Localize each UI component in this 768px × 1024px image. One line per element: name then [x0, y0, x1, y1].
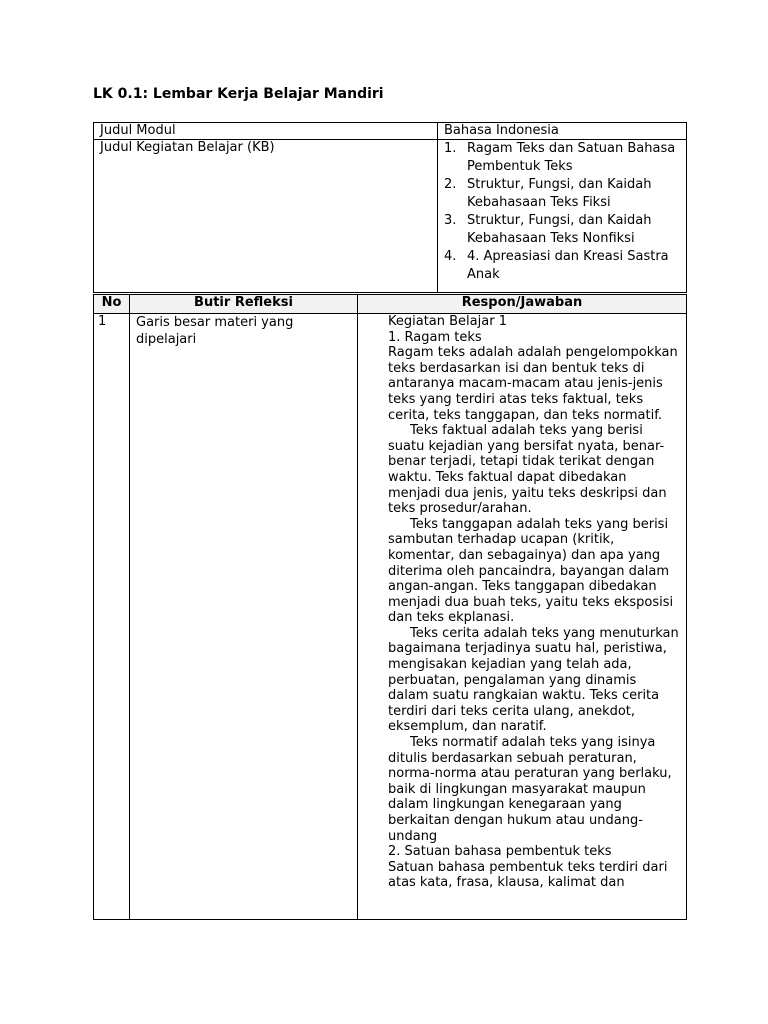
reflection-table — [93, 294, 687, 920]
paragraph: Satuan bahasa pembentuk teks terdiri dari atas kata, frasa, klausa, kalimat dan — [388, 859, 668, 891]
header-respon: Respon/Jawaban — [358, 295, 687, 314]
judul-kb-value — [438, 140, 687, 293]
list-item: Teks normatif adalah teks yang isinya ditulis berdasarkan sebuah peraturan, norma-norma atau peraturan yang berlaku, baik di lingkungan masyarakat maupun dalam lingkungan kenegaraan yang berkaitan dengan hukum atau undang-undang — [388, 735, 672, 844]
list-item: Teks tanggapan adalah teks yang berisi sambutan terhadap ucapan (kritik, komentar, dan sebagainya) dan apa yang diterima oleh pancaindra, bayangan dalam angan-angan. Teks tanggapan dibedakan menjadi dua buah teks, yaitu teks eksposisi dan teks ekplanasi. — [388, 516, 674, 626]
reflection-header-row — [94, 295, 687, 314]
list-item: Teks cerita adalah teks yang menuturkan bagaimana terjadinya suatu hal, peristiwa, mengisakan kejadian yang telah ada, perbuatan, pengalaman yang dinamis dalam suatu rangkaian waktu. Teks cerita terdiri dari teks cerita ulang, anekdot, eksemplum, dan naratif. — [388, 625, 679, 735]
row-number: 1 — [94, 314, 130, 920]
header-butir: Butir Refleksi — [130, 295, 358, 314]
list-item: Teks faktual adalah teks yang berisi suatu kejadian yang bersifat nyata, benar-benar terjadi, tetapi tidak terikat dengan waktu. Teks faktual dapat dibedakan menjadi dua jenis, yaitu teks deskripsi dan teks prosedur/arahan. — [388, 423, 667, 517]
section-heading: 1. Ragam teks — [388, 329, 482, 345]
table-row — [94, 314, 687, 920]
judul-modul-label: Judul Modul — [94, 123, 438, 140]
judul-kb-row — [94, 140, 687, 293]
kb-list-item: 4. 4. Apreasiasi dan Kreasi Sastra Anak — [444, 249, 669, 282]
kb-heading: Kegiatan Belajar 1 — [388, 314, 507, 329]
page-title: LK 0.1: Lembar Kerja Belajar Mandiri — [93, 86, 384, 102]
kb-list-item: 1. Ragam Teks dan Satuan Bahasa Pembentuk Teks — [444, 141, 676, 174]
paragraph: Ragam teks adalah adalah pengelompokkan teks berdasarkan isi dan bentuk teks di antaranya macam-macam atau jenis-jenis teks yang terdiri atas teks faktual, teks cerita, teks tanggapan, dan teks normatif. — [388, 345, 678, 423]
judul-modul-value: Bahasa Indonesia — [438, 123, 687, 140]
section-heading: 2. Satuan bahasa pembentuk teks — [388, 844, 612, 860]
kb-list-item: 3. Struktur, Fungsi, dan Kaidah Kebahasaan Teks Nonfiksi — [444, 213, 652, 246]
judul-modul-row — [94, 123, 687, 140]
butir-refleksi-cell: Garis besar materi yang dipelajari — [130, 314, 358, 920]
module-info-table — [93, 122, 687, 293]
kb-list-item: 2. Struktur, Fungsi, dan Kaidah Kebahasaan Teks Fiksi — [444, 177, 652, 210]
judul-kb-label: Judul Kegiatan Belajar (KB) — [94, 140, 438, 293]
kb-list — [444, 140, 680, 284]
respon-cell — [358, 314, 687, 920]
header-no: No — [94, 295, 130, 314]
